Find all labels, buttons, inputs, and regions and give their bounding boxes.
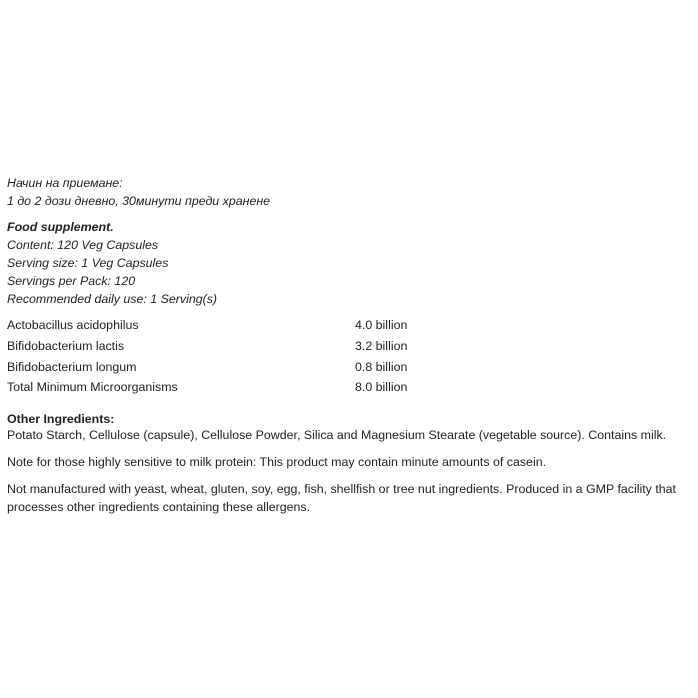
milk-protein-note-text: Note for those highly sensitive to milk protein: This product may contain minute amounts of casein.	[7, 454, 547, 469]
microorganisms-table	[7, 315, 475, 398]
supplement-facts-section	[7, 218, 691, 308]
table-row	[7, 336, 475, 357]
other-ingredients-text: Potato Starch, Cellulose (capsule), Cellulose Powder, Silica and Magnesium Stearate (vegetable source). Contains milk.	[7, 427, 667, 442]
usage-section	[7, 174, 691, 210]
microorganism-amount: 0.8 billion	[355, 359, 408, 374]
other-ingredients-section	[7, 410, 691, 444]
other-ingredients-title: Other Ingredients:	[7, 411, 115, 426]
microorganism-amount: 3.2 billion	[355, 339, 408, 354]
supplement-fact-serving-size: Serving size: 1 Veg Capsules	[7, 256, 169, 270]
supplement-facts-title: Food supplement.	[7, 220, 114, 234]
usage-instruction: 1 до 2 дози дневно, 30минути преди хранене	[7, 194, 271, 208]
allergen-note: Not manufactured with yeast, wheat, gluten, soy, egg, fish, shellfish or tree nut ingredients. Produced in a GMP facility that processes other ingredients containing these allergens.	[7, 481, 676, 514]
supplement-fact-servings-per-pack: Servings per Pack: 120	[7, 274, 136, 288]
microorganism-amount: 8.0 billion	[355, 380, 408, 395]
usage-label: Начин на приемане:	[7, 176, 123, 190]
microorganism-name: Bifidobacterium longum	[7, 359, 137, 374]
microorganism-amount: 4.0 billion	[355, 318, 408, 333]
microorganism-name: Actobacillus acidophilus	[7, 318, 139, 333]
table-row	[7, 356, 475, 377]
microorganism-name: Bifidobacterium lactis	[7, 339, 125, 354]
product-description	[7, 174, 691, 525]
supplement-fact-daily-use: Recommended daily use: 1 Serving(s)	[7, 292, 218, 306]
supplement-fact-content: Content: 120 Veg Capsules	[7, 238, 159, 252]
table-row	[7, 315, 475, 336]
milk-protein-note	[7, 453, 691, 471]
microorganism-name: Total Minimum Microorganisms	[7, 380, 178, 395]
table-row	[7, 377, 475, 398]
